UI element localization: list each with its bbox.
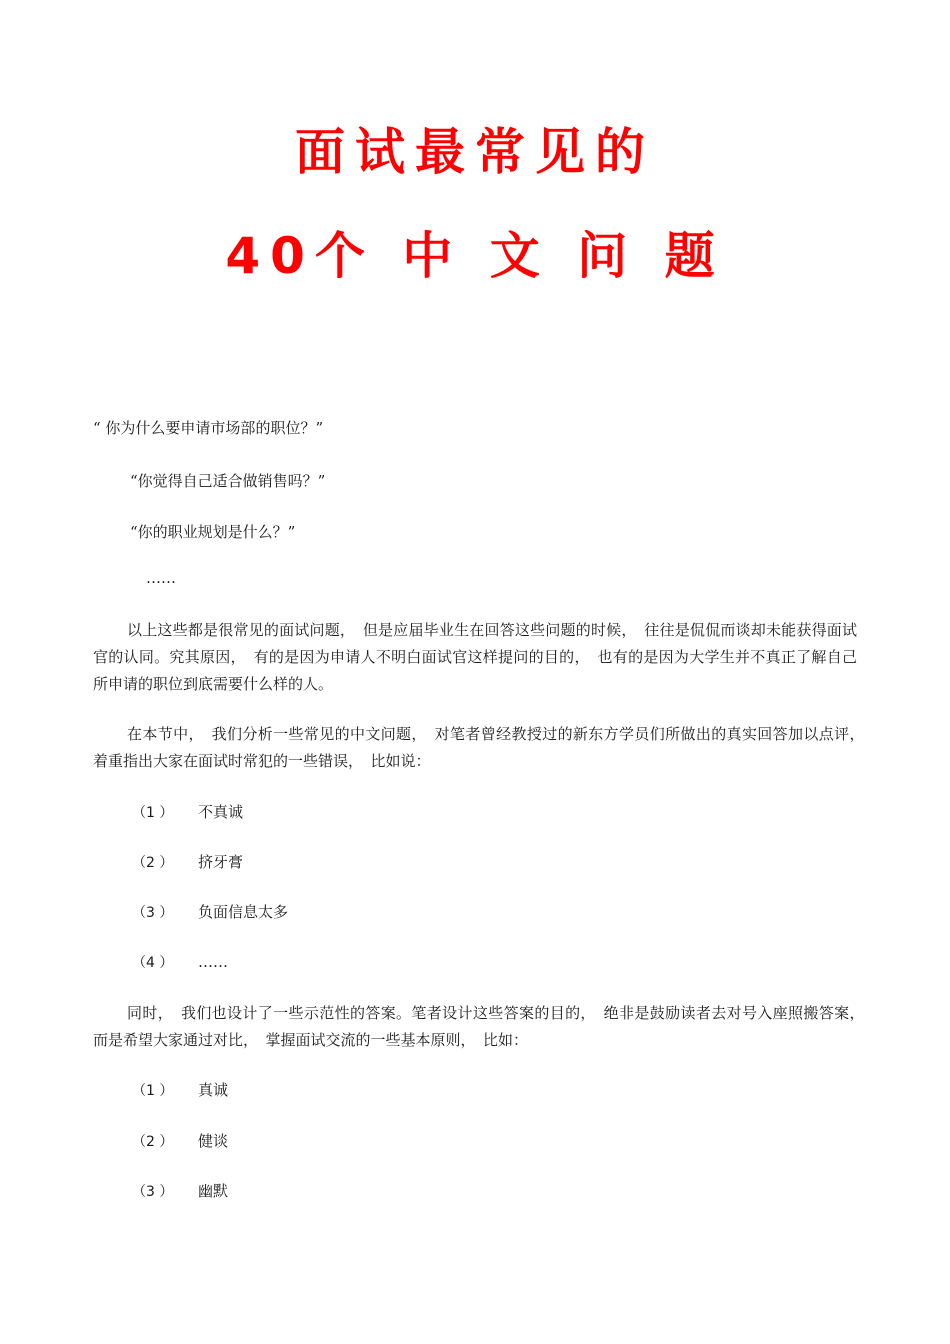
- mistake-item: [132, 802, 243, 823]
- quote-ellipsis: ……: [146, 569, 176, 587]
- principle-item: [132, 1181, 228, 1202]
- principle-number: （2 ）: [132, 1134, 174, 1150]
- quote-1: “ 你为什么要申请市场部的职位？”: [93, 419, 324, 437]
- principle-item: [132, 1131, 228, 1152]
- paragraph-1: 以上这些都是很常见的面试问题， 但是应届毕业生在回答这些问题的时候， 往往是侃侃而谈却未能获得面试官的认同。究其原因， 有的是因为申请人不明白面试官这样提问的目的， 也有的是因为大学生并不真正了解自己所申请的职位到底需要什么样的人。: [93, 621, 857, 693]
- mistake-number: （2 ）: [132, 855, 174, 871]
- principle-number: （1 ）: [132, 1083, 174, 1099]
- paragraph-2: 在本节中， 我们分析一些常见的中文问题， 对笔者曾经教授过的新东方学员们所做出的真实回答加以点评， 着重指出大家在面试时常犯的一些错误， 比如说：: [93, 725, 873, 770]
- mistake-item: [132, 852, 243, 873]
- paragraph-3: 同时， 我们也设计了一些示范性的答案。笔者设计这些答案的目的， 绝非是鼓励读者去对号入座照搬答案， 而是希望大家通过对比， 掌握面试交流的一些基本原则， 比如：: [93, 1004, 873, 1049]
- page-title-line-2: 40个 中 文 问 题: [225, 227, 725, 285]
- principle-text: 健谈: [198, 1132, 229, 1150]
- mistake-text: ……: [198, 953, 228, 971]
- mistake-number: （4 ）: [132, 955, 174, 971]
- mistake-text: 不真诚: [198, 803, 244, 821]
- quote-3: “你的职业规划是什么？”: [130, 523, 296, 541]
- mistake-number: （1 ）: [132, 805, 174, 821]
- quote-2: “你觉得自己适合做销售吗？”: [130, 472, 326, 490]
- principle-text: 幽默: [198, 1182, 229, 1200]
- mistake-number: （3 ）: [132, 905, 174, 921]
- principle-text: 真诚: [198, 1081, 229, 1099]
- page-title-line-1: 面试最常见的: [295, 123, 655, 181]
- mistake-item: [132, 902, 288, 923]
- mistake-item: [132, 952, 228, 973]
- principle-number: （3 ）: [132, 1184, 174, 1200]
- mistake-text: 负面信息太多: [198, 903, 289, 921]
- principle-item: [132, 1080, 228, 1101]
- mistake-text: 挤牙膏: [198, 853, 244, 871]
